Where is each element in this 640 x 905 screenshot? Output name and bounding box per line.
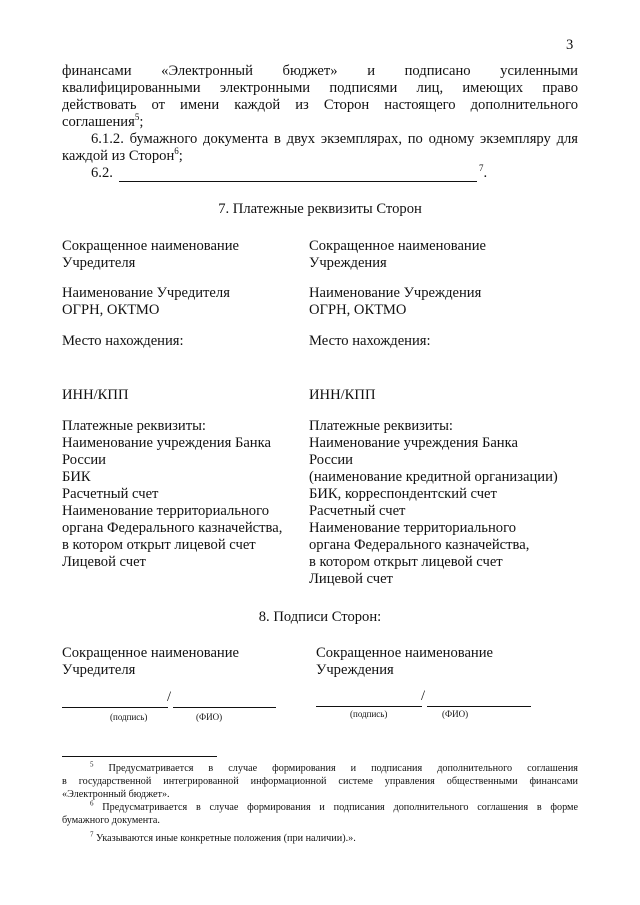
- left-pay-5: Наименование территориального: [62, 503, 269, 519]
- right-short-name-2: Учреждения: [309, 255, 387, 271]
- right-pay-1: Наименование учреждения Банка: [309, 435, 518, 451]
- signature-left-sign-label: (подпись): [110, 712, 148, 722]
- section-7-title: 7. Платежные реквизиты Сторон: [218, 201, 422, 217]
- footnote-5-line-2: в государственной интегрированной информационной системе управления общественными финансами: [62, 776, 578, 787]
- signature-right-fio-line: [427, 706, 531, 707]
- footnote-6-line-2: бумажного документа.: [62, 815, 160, 826]
- right-pay-9: Лицевой счет: [309, 571, 393, 587]
- signature-right-name-2: Учреждения: [316, 662, 394, 678]
- clause-612-line-2-end: ;: [178, 148, 183, 164]
- clause-612-line-2: [62, 148, 183, 165]
- intro-line-4-end: ;: [139, 114, 144, 130]
- signature-right-name-1: Сокращенное наименование: [316, 645, 494, 661]
- left-pay-1: Наименование учреждения Банка: [62, 435, 271, 451]
- footnote-7: [90, 832, 356, 845]
- right-pay-7: органа Федерального казначейства,: [309, 537, 530, 553]
- left-location: Место нахождения:: [62, 333, 184, 349]
- left-pay-3: БИК: [62, 469, 91, 485]
- signature-right-name: [316, 645, 493, 679]
- signature-right-sign-line: [316, 706, 422, 707]
- footnote-5-line-3: «Электронный бюджет».: [62, 789, 170, 800]
- right-pay-0: Платежные реквизиты:: [309, 418, 453, 434]
- clause-612-line-1: 6.1.2. бумажного документа в двух экземплярах, по одному экземпляру для: [91, 131, 578, 147]
- section-7-right-column: [309, 238, 558, 588]
- clause-62-number: 6.2.: [91, 165, 113, 181]
- footnote-6-line-1: [62, 801, 578, 814]
- signature-left-slash: /: [167, 689, 172, 705]
- right-pay-6: Наименование территориального: [309, 520, 516, 536]
- left-full-name: Наименование Учредителя: [62, 285, 230, 301]
- left-inn: ИНН/КПП: [62, 387, 129, 403]
- right-location: Место нахождения:: [309, 333, 431, 349]
- signature-left-fio-label: (ФИО): [196, 712, 223, 722]
- right-pay-5: Расчетный счет: [309, 503, 406, 519]
- left-short-name-1: Сокращенное наименование: [62, 238, 240, 254]
- footnote-7-text: Указываются иные конкретные положения (при наличии).».: [96, 833, 356, 844]
- right-short-name-1: Сокращенное наименование: [309, 238, 487, 254]
- section-8-title: 8. Подписи Сторон:: [258, 609, 382, 625]
- signature-left-name-2: Учредителя: [62, 662, 136, 678]
- intro-line-2: квалифицированными электронными подписями лиц, имеющих право: [62, 80, 578, 96]
- signature-right-fio-label: (ФИО): [442, 709, 469, 719]
- signature-right-sign-label: (подпись): [350, 709, 388, 719]
- right-full-name: Наименование Учреждения: [309, 285, 482, 301]
- signature-left-sign-line: [62, 707, 168, 708]
- footnote-5-text-1: Предусматривается в случае формирования и подписания дополнительного соглашения: [108, 763, 578, 774]
- footnote-ref-6: 6: [174, 146, 179, 157]
- right-ogrn: ОГРН, ОКТМО: [309, 302, 407, 318]
- left-pay-2: России: [62, 452, 106, 468]
- intro-line-4: [62, 114, 143, 131]
- signature-left-name: [62, 645, 239, 679]
- intro-line-3: действовать от имени каждой из Сторон настоящего дополнительного: [62, 97, 578, 113]
- clause-62-blank-line: [119, 181, 477, 182]
- right-pay-8: в котором открыт лицевой счет: [309, 554, 503, 570]
- left-pay-8: Лицевой счет: [62, 554, 146, 570]
- section-7-left-column: [62, 238, 282, 571]
- footnote-5-line-1: [62, 762, 578, 775]
- footnote-separator: [62, 756, 217, 757]
- intro-line-4-text: соглашения: [62, 114, 135, 130]
- footnote-7-number: 7: [90, 830, 94, 839]
- right-pay-2: России: [309, 452, 353, 468]
- left-pay-7: в котором открыт лицевой счет: [62, 537, 256, 553]
- clause-62-ref: [479, 165, 487, 182]
- left-pay-4: Расчетный счет: [62, 486, 159, 502]
- right-pay-4: БИК, корреспондентский счет: [309, 486, 497, 502]
- footnote-ref-5: 5: [134, 112, 140, 123]
- right-pay-3: (наименование кредитной организации): [309, 469, 558, 485]
- left-short-name-2: Учредителя: [62, 255, 136, 271]
- clause-612-line-2-text: каждой из Сторон: [62, 148, 175, 164]
- footnote-ref-7: 7: [479, 163, 484, 174]
- footnote-5-number: 5: [90, 760, 94, 769]
- right-inn: ИНН/КПП: [309, 387, 376, 403]
- clause-62-end: .: [483, 165, 488, 181]
- signature-left-fio-line: [173, 707, 276, 708]
- left-ogrn: ОГРН, ОКТМО: [62, 302, 160, 318]
- page-number: 3: [566, 37, 574, 53]
- footnote-6-number: 6: [90, 799, 94, 808]
- signature-right-slash: /: [421, 688, 426, 704]
- footnote-6-text-1: Предусматривается в случае формирования и подписания дополнительного соглашения в форме: [102, 802, 579, 813]
- signature-left-name-1: Сокращенное наименование: [62, 645, 240, 661]
- intro-line-1: финансами «Электронный бюджет» и подписано усиленными: [62, 63, 578, 79]
- left-pay-0: Платежные реквизиты:: [62, 418, 206, 434]
- left-pay-6: органа Федерального казначейства,: [62, 520, 283, 536]
